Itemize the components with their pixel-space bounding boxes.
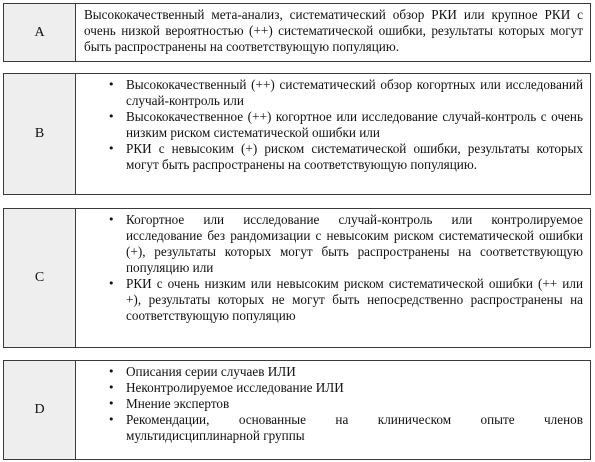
grade-label: D xyxy=(4,361,76,459)
list-item: • РКИ с невысоким (+) риском систематической ошибки, результаты которых могут быть распространены на соответствующую популяцию. xyxy=(84,141,583,173)
grade-label: B xyxy=(4,74,76,194)
grade-label: A xyxy=(4,4,76,61)
list-item: • РКИ с очень низким или невысоким риском систематической ошибки (++ или +), результаты которых не могут быть непосредственно распространены на соответствующую популяцию xyxy=(84,276,583,324)
criteria-list xyxy=(84,77,583,173)
grade-table-d xyxy=(3,360,591,460)
grade-description xyxy=(76,74,590,194)
list-item: • Описания серии случаев ИЛИ xyxy=(84,364,583,380)
list-item: • Рекомендации, основанные на клиническом опыте членов мультидисциплинарной группы xyxy=(84,412,583,444)
criteria-list xyxy=(84,212,583,324)
list-item: • Неконтролируемое исследование ИЛИ xyxy=(84,380,583,396)
list-item: • Мнение экспертов xyxy=(84,396,583,412)
list-item: • Высококачественное (++) когортное или исследование случай-контроль с очень низким риском систематической ошибки или xyxy=(84,109,583,141)
grade-table-a xyxy=(3,3,591,62)
grade-description xyxy=(76,361,590,459)
grade-table-b xyxy=(3,73,591,195)
grade-table-c xyxy=(3,208,591,348)
description-text: Высококачественный мета-анализ, систематический обзор РКИ или крупное РКИ с очень низкой вероятностью (++) систематической ошибки, результаты которых могут быть распространены на соответствующую популяцию. xyxy=(84,7,583,54)
criteria-list xyxy=(84,364,583,444)
list-item: • Высококачественный (++) систематический обзор когортных или исследований случай-контроль или xyxy=(84,77,583,109)
list-item: • Когортное или исследование случай-контроль или контролируемое исследование без рандомизации с невысоким риском систематической ошибки (+), результаты которых могут быть распространены на соответствующую популяцию или xyxy=(84,212,583,276)
grade-description xyxy=(76,209,590,347)
grade-description xyxy=(76,4,590,61)
grade-label: C xyxy=(4,209,76,347)
